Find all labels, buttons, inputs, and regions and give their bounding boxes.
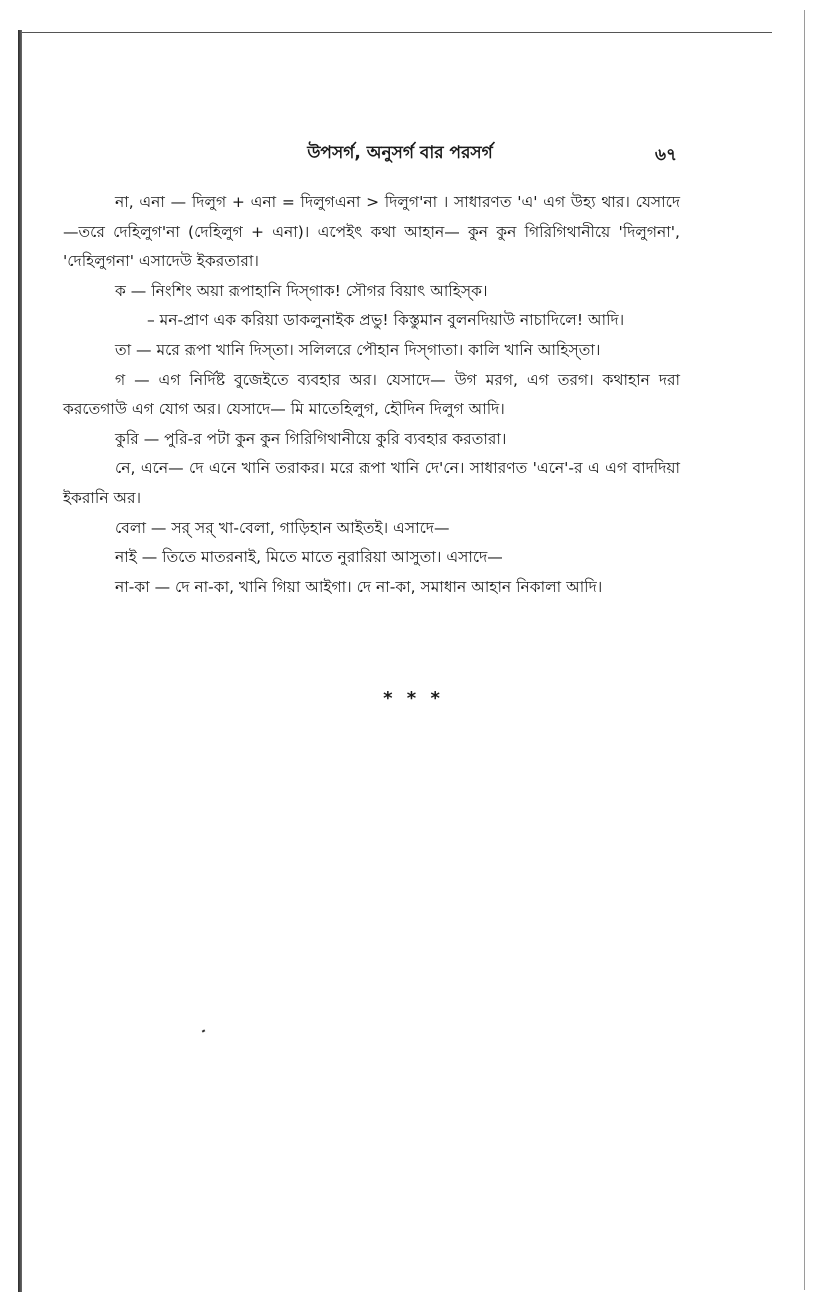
paragraph-ka: ক — নিংশিং অয়া রূপাহানি দিস্‌গাক! সৌগর বিয়াৎ আহিস্‌ক। xyxy=(115,281,488,300)
page-number: ৬৭ xyxy=(655,145,678,165)
page-right-edge xyxy=(804,10,805,1290)
paragraph-ka-example: – মন-প্রাণ এক করিয়া ডাকলুনাইক প্রভু! কিস্তুমান বুলনদিয়াউ নাচাদিলে! আদি। xyxy=(147,311,625,330)
paragraph-kuri: কুরি — পুরি-র পটা কুন কুন গিরিগিথানীয়ে কুরি ব্যবহার করতারা। xyxy=(115,429,507,448)
paragraph-ga: গ — এগ নির্দিষ্ট বুজেইতে ব্যবহার অর। যেসাদে— উগ মরগ, এগ তরগ। কথাহান দরা করতেগাউ এগ যোগ অর। যেসাদে— মি মাতেহিলুগ, হৌদিন দিলুগ আদি। xyxy=(63,370,680,419)
paragraph-nai: নাই — তিতে মাতরনাই, মিতে মাতে নুরারিয়া আসুতা। এসাদে— xyxy=(115,548,503,567)
paragraph-bela: বেলা — সর্ সর্ খা-বেলা, গাড়িহান আইতই। এসাদে— xyxy=(115,518,450,537)
page-top-edge xyxy=(22,32,772,33)
paragraph-na-ka: না-কা — দে না-কা, খানি গিয়া আইগা। দে না-কা, সমাধান আহান নিকালা আদি। xyxy=(115,577,603,596)
ink-speck xyxy=(202,1029,206,1032)
section-separator: * * * xyxy=(383,688,444,709)
paragraph-ne-ene: নে, এনে— দে এনে খানি তরাকর। মরে রূপা খানি দে'নে। সাধারণত 'এনে'-র এ এগ বাদদিয়া ইকরানি অর। xyxy=(63,459,680,507)
running-title: উপসর্গ, অনুসর্গ বার পরসর্গ xyxy=(307,143,493,163)
page-binding-edge xyxy=(18,30,22,1292)
running-header xyxy=(0,140,827,170)
paragraph-ta: তা — মরে রূপা খানি দিস্‌তা। সলিলরে পৌহান দিস্‌গাতা। কালি খানি আহিস্‌তা। xyxy=(115,340,601,359)
body-text xyxy=(63,188,680,602)
paragraph-na-ena: না, এনা — দিলুগ + এনা = দিলুগএনা > দিলুগ'না । সাধারণত 'এ' এগ উহ্য থার। যেসাদে—তরে দেহিলুগ'না (দেহিলুগ + এনা)। এপেইৎ কথা আহান— কুন কুন গিরিগিথানীয়ে 'দিলুগনা', 'দেহিলুগনা' এসাদেউ ইকরতারা। xyxy=(63,193,680,271)
